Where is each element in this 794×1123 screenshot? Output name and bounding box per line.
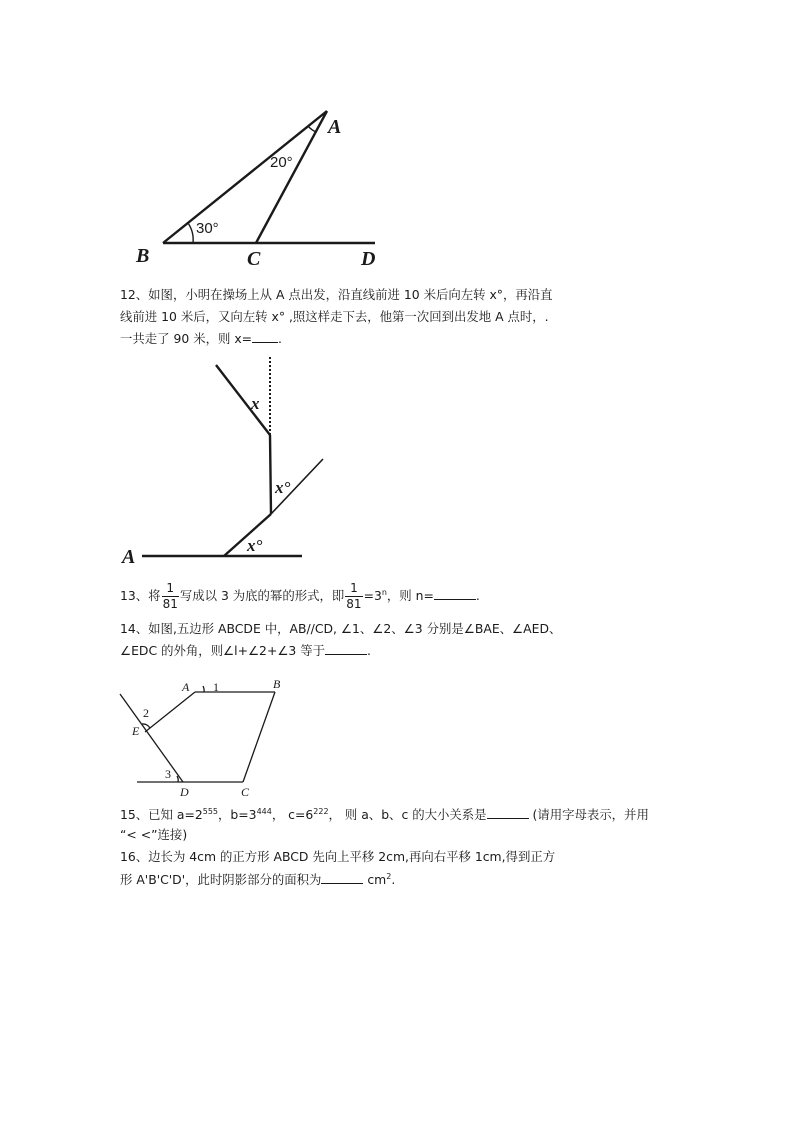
q12-line2: 线前进 10 米后，又向左转 x° ,照这样走下去，他第一次回到出发地 A 点时，. <box>120 309 549 324</box>
q12-end: . <box>278 331 282 346</box>
q13-suffix: ，则 n= <box>386 588 434 603</box>
q13-answer-blank[interactable] <box>434 587 476 600</box>
q14-answer-blank[interactable] <box>325 642 367 655</box>
q16-answer-blank[interactable] <box>321 871 363 884</box>
line-ed-extended <box>120 694 183 782</box>
label-b: B <box>136 245 150 267</box>
line-bc <box>243 692 275 782</box>
label-b: B <box>273 677 281 691</box>
angle-label-x-top: x <box>251 394 260 413</box>
angle-label-x-bottom: x° <box>247 536 263 555</box>
q12-line1: 12、如图，小明在操场上从 A 点出发，沿直线前进 10 米后向左转 x°，再沿直 <box>120 287 553 302</box>
triangle-figure <box>130 105 390 270</box>
q13-line: 13、将 $\frac{1}{81}$ 写成以 3 为底的幂的形式，即 $\frac{1}{81}$ $=3^n$，则 n= . <box>120 581 480 611</box>
angle-label-1: 1 <box>213 680 219 694</box>
label-a: A <box>182 680 190 694</box>
fraction-one-81: $\frac{1}{81}$ <box>162 581 178 611</box>
path-segment-3 <box>216 365 270 435</box>
q14-line1: 14、如图,五边形 ABCDE 中，AB//CD, ∠1、∠2、∠3 分别是∠BAE、∠AED、 <box>120 621 562 636</box>
q14-line2: ∠EDC 的外角，则∠l+∠2+∠3 等于 . <box>120 643 371 658</box>
q16-line1: 16、边长为 4cm 的正方形 ABCD 先向上平移 2cm,再向右平移 1cm,得到正方 <box>120 849 556 864</box>
angle-label-a: 20° <box>270 154 293 171</box>
angle-label-3: 3 <box>165 767 171 781</box>
angle-label-2: 2 <box>143 706 149 720</box>
q12-text: 一共走了 90 米，则 x= <box>120 331 253 346</box>
label-a: A <box>328 116 342 138</box>
line-ea-extended <box>145 692 195 732</box>
q15-line2: “< <”连接) <box>120 827 188 842</box>
label-c: C <box>247 248 261 270</box>
angle-label-x-middle: x° <box>275 478 291 497</box>
label-d: D <box>180 785 189 797</box>
q13-prefix: 13、将 <box>120 588 161 603</box>
angle-arc-b <box>188 223 193 243</box>
angle-label-b: 30° <box>196 220 219 237</box>
q12-line3 <box>120 330 282 347</box>
angle-arc-3 <box>177 776 178 782</box>
q12-answer-blank[interactable] <box>252 330 278 343</box>
label-start-a: A <box>122 546 136 568</box>
q15-answer-blank[interactable] <box>487 806 529 819</box>
label-c: C <box>241 785 250 797</box>
q15-line1: 15、已知 $a=2^{555}$，$b=3^{444}$， $c=6^{222}$， 则 a、b、c 的大小关系是 (请用字母表示，并用 <box>120 806 649 822</box>
fraction-one-81-eq: $\frac{1}{81}$ <box>346 581 362 611</box>
walk-path-figure <box>120 355 330 570</box>
label-e: E <box>132 724 140 738</box>
label-d: D <box>361 248 376 270</box>
pentagon-figure <box>115 672 295 797</box>
q16-line2: 形 A'B'C'D'，此时阴影部分的面积为 $cm^2$. <box>120 871 396 887</box>
q13-middle: 写成以 3 为底的幂的形式，即 <box>179 588 345 603</box>
angle-arc-a <box>308 126 316 132</box>
segment-ba <box>163 111 327 243</box>
path-segment-2 <box>270 435 271 514</box>
segment-ca <box>256 111 327 243</box>
angle-arc-1 <box>203 686 204 692</box>
